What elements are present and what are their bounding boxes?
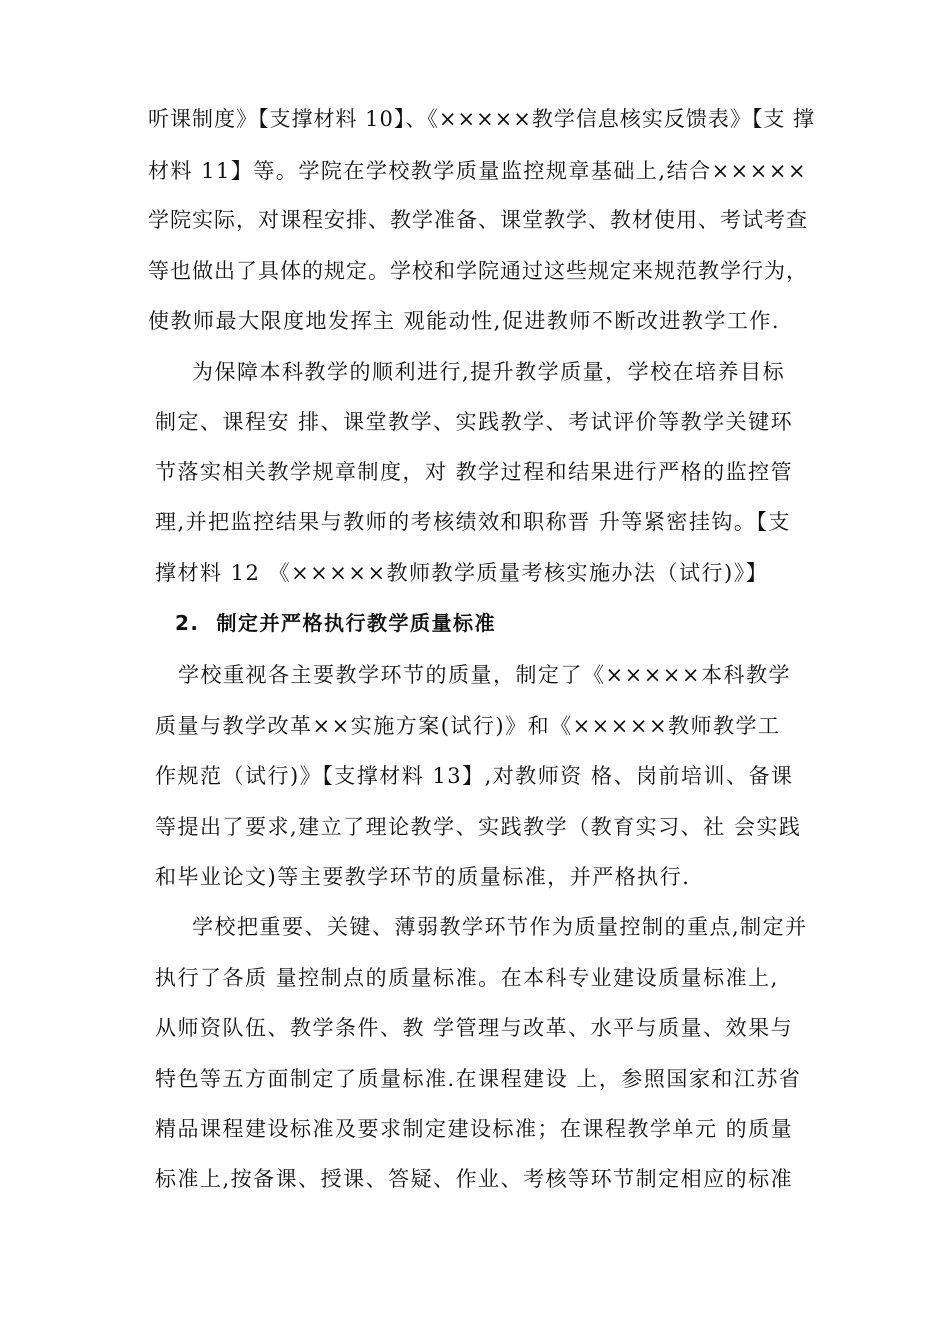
text-line: 等也做出了具体的规定。学校和学院通过这些规定来规范教学行为， [148,259,808,283]
text-line: 学校把重要、关键、薄弱教学环节作为质量控制的重点,制定并 [192,915,808,939]
text-line: 特色等五方面制定了质量标准.在课程建设 上，参照国家和江苏省 [155,1067,802,1091]
text-line: 质量与教学改革××实施方案(试行)》和《×××××教师教学工 [155,714,781,738]
text-line: 使教师最大限度地发挥主 观能动性,促进教师不断改进教学工作. [148,309,781,333]
text-line: 听课制度》【支撑材料 10】、《×××××教学信息核实反馈表》【支 撑 [148,107,816,131]
text-line: 制定、课程安 排、课堂教学、实践教学、考试评价等教学关键环 [155,410,794,434]
text-line: 作规范（试行)》【支撑材料 13】,对教师资 格、岗前培训、备课 [155,764,794,788]
text-line: 等提出了要求,建立了理论教学、实践教学（教育实习、社 会实践 [155,815,802,839]
text-line: 材料 11】等。学院在学校教学质量监控规章基础上,结合××××× [148,159,808,183]
text-line: 节落实相关教学规章制度，对 教学过程和结果进行严格的监控管 [155,460,794,484]
text-line: 学院实际，对课程安排、教学准备、课堂教学、教材使用、考试考查 [148,208,808,232]
text-line: 精品课程建设标准及要求制定建设标准；在课程教学单元 的质量 [155,1117,794,1141]
text-line: 撑材料 12 《×××××教师教学质量考核实施办法（试行)》】 [155,561,769,585]
text-line: 从师资队伍、教学条件、教 学管理与改革、水平与质量、效果与 [155,1016,794,1040]
text-line: 学校重视各主要教学环节的质量，制定了《×××××本科教学 [178,663,791,687]
text-line: 执行了各质 量控制点的质量标准。在本科专业建设质量标准上, [155,966,779,990]
text-line: 标准上,按备课、授课、答疑、作业、考核等环节制定相应的标准 [155,1167,794,1191]
text-line: 为保障本科教学的顺利进行,提升教学质量，学校在培养目标 [192,360,786,384]
text-line: 和毕业论文)等主要教学环节的质量标准，并严格执行. [155,865,691,889]
text-line: 理,并把监控结果与教师的考核绩效和职称晋 升等紧密挂钩。【支 [155,510,791,534]
section-heading: 2. 制定并严格执行教学质量标准 [175,611,496,635]
